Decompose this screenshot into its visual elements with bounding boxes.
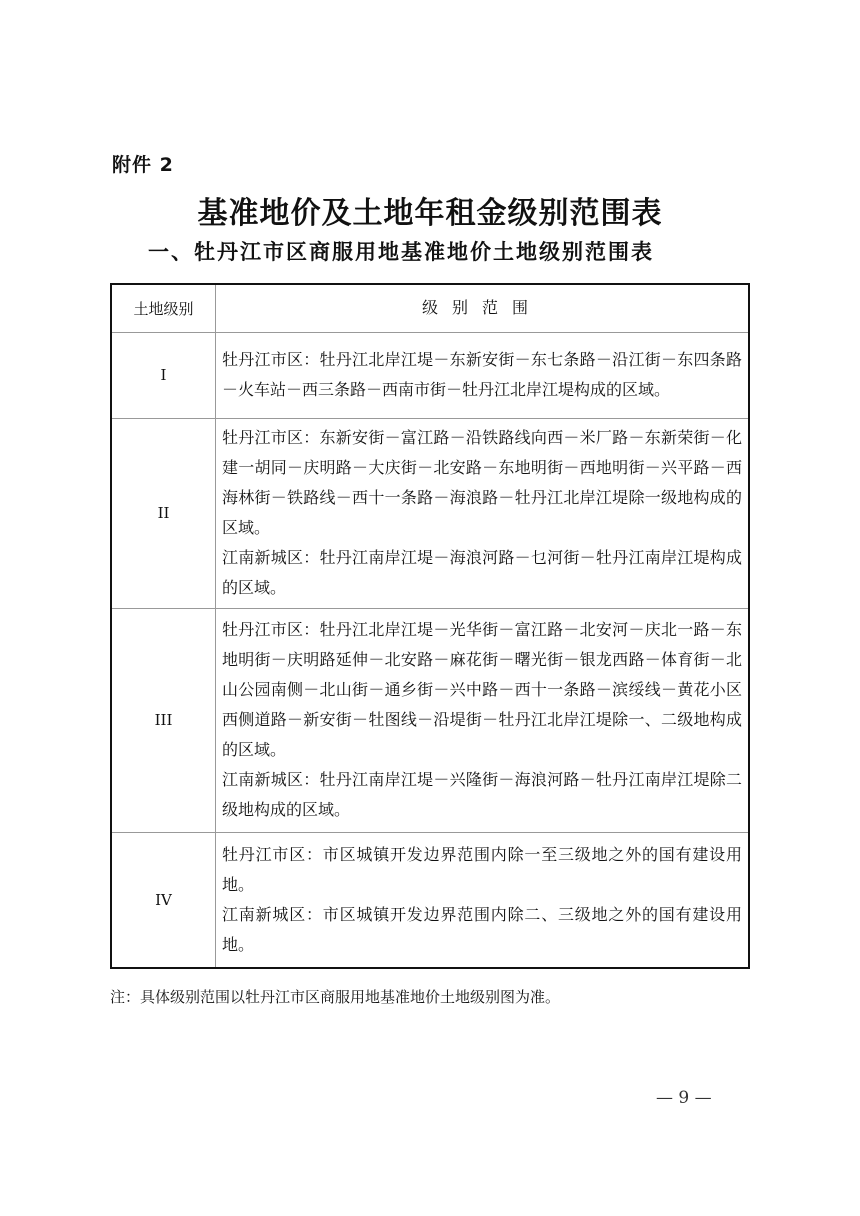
- table-row: [111, 418, 749, 608]
- range-paragraph: 牡丹江市区：牡丹江北岸江堤－东新安街－东七条路－沿江街－东四条路－火车站－西三条路－西南市街－牡丹江北岸江堤构成的区域。: [222, 350, 742, 399]
- range-paragraph: 牡丹江市区：东新安街－富江路－沿铁路线向西－米厂路－东新荣街－化建一胡同－庆明路－大庆街－北安路－东地明街－西地明街－兴平路－西海林街－铁路线－西十一条路－海浪路－牡丹江北岸江堤除一级地构成的区域。: [222, 428, 742, 537]
- attachment-label: 附件 2: [112, 154, 174, 176]
- range-paragraph: 江南新城区：市区城镇开发边界范围内除二、三级地之外的国有建设用地。: [222, 904, 742, 954]
- row-range: [216, 832, 750, 968]
- row-range: [216, 608, 750, 832]
- document-title: 基准地价及土地年租金级别范围表: [197, 196, 663, 231]
- header-level-range: 级别范围: [216, 284, 750, 332]
- table-note: 注：具体级别范围以牡丹江市区商服用地基准地价土地级别图为准。: [110, 988, 561, 1006]
- range-paragraph: 江南新城区：牡丹江南岸江堤－兴隆街－海浪河路－牡丹江南岸江堤除二级地构成的区域。: [222, 770, 742, 819]
- table-row: [111, 608, 749, 832]
- table-row: [111, 332, 749, 418]
- range-paragraph: 牡丹江市区：市区城镇开发边界范围内除一至三级地之外的国有建设用地。: [222, 844, 742, 894]
- row-level: I: [111, 332, 216, 418]
- row-range: [216, 332, 750, 418]
- row-level: IV: [111, 832, 216, 968]
- range-paragraph: 江南新城区：牡丹江南岸江堤－海浪河路－乜河街－牡丹江南岸江堤构成的区域。: [222, 548, 742, 597]
- header-land-level: 土地级别: [111, 284, 216, 332]
- section-subtitle: 一、牡丹江市区商服用地基准地价土地级别范围表: [148, 240, 654, 264]
- range-paragraph: 牡丹江市区：牡丹江北岸江堤－光华街－富江路－北安河－庆北一路－东地明街－庆明路延伸－北安路－麻花街－曙光街－银龙西路－体育街－北山公园南侧－北山街－通乡街－兴中路－西十一条路－滨绥线－黄花小区西侧道路－新安街－牡图线－沿堤街－牡丹江北岸江堤除一、二级地构成的区域。: [222, 620, 742, 759]
- row-level: III: [111, 608, 216, 832]
- page-number: — 9 —: [656, 1088, 712, 1108]
- table-row: [111, 832, 749, 968]
- land-level-table: [110, 283, 750, 969]
- table-header-row: [111, 284, 749, 332]
- row-level: II: [111, 418, 216, 608]
- row-range: [216, 418, 750, 608]
